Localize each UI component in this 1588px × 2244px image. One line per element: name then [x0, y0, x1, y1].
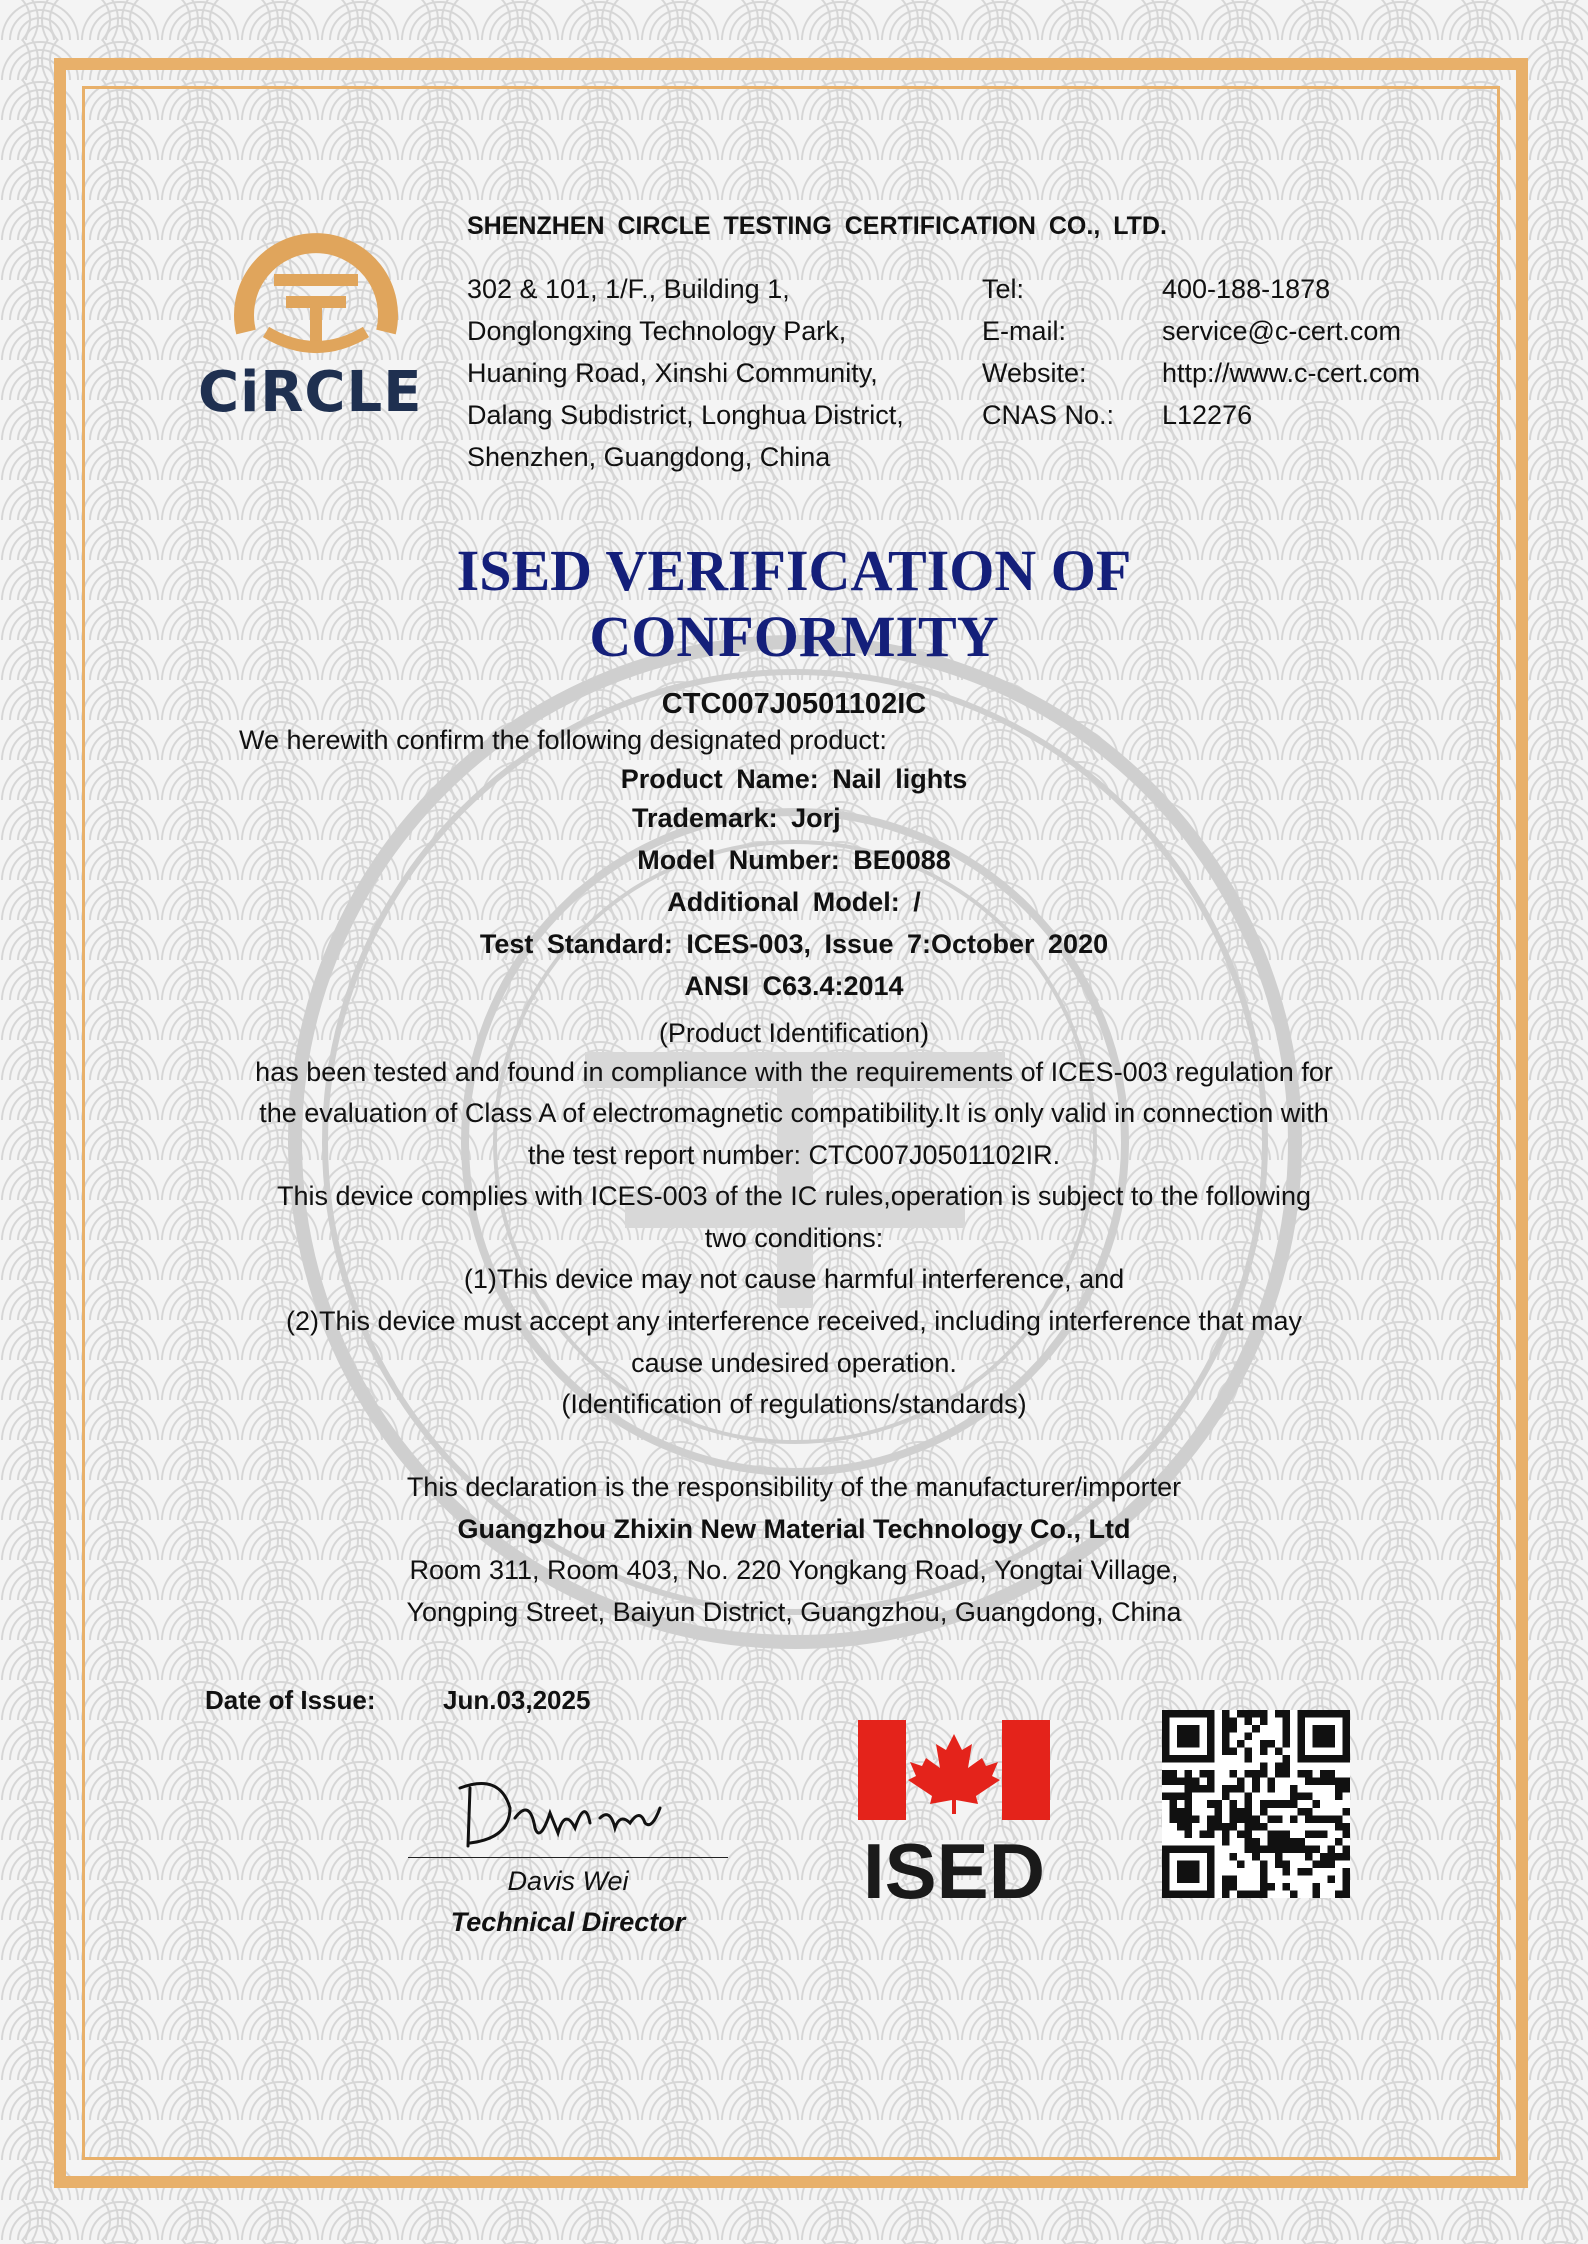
- test-standard-ansi: ANSI C63.4:2014: [684, 971, 904, 1001]
- product-additional-model: Additional Model: /: [667, 887, 921, 917]
- compliance-line: (2)This device must accept any interference received, including interference that may: [286, 1306, 1302, 1336]
- issuer-address: [467, 268, 904, 478]
- compliance-line: the test report number: CTC007J0501102IR.: [527, 1140, 1061, 1170]
- contact-email: E-mail: service@c-cert.com: [982, 316, 1401, 346]
- manufacturer-name: Guangzhou Zhixin New Material Technology Co., Ltd: [457, 1514, 1131, 1544]
- declaration-statement: This declaration is the responsibility of the manufacturer/importer: [406, 1472, 1182, 1502]
- signatory-name: Davis Wei: [507, 1866, 629, 1896]
- certificate-title: [0, 538, 1588, 670]
- address-line: Donglongxing Technology Park,: [467, 316, 847, 346]
- title-line-1: ISED VERIFICATION OF: [456, 538, 1132, 603]
- contact-website: Website: http://www.c-cert.com: [982, 358, 1421, 388]
- compliance-line: the evaluation of Class A of electromagnetic compatibility.It is only valid in connection with: [259, 1098, 1329, 1128]
- title-line-2: CONFORMITY: [589, 604, 999, 669]
- product-name: Product Name: Nail lights: [620, 764, 968, 794]
- issuer-contacts: [982, 268, 1420, 436]
- product-identification: (Product Identification): [658, 1018, 930, 1048]
- qr-code-icon: [1162, 1710, 1350, 1898]
- issue-date-label: Date of Issue:: [205, 1685, 376, 1715]
- signature-line: [408, 1857, 728, 1858]
- compliance-line: two conditions:: [704, 1223, 884, 1253]
- compliance-line: (Identification of regulations/standards): [561, 1389, 1027, 1419]
- signatory-title: Technical Director: [450, 1907, 686, 1937]
- canada-flag-icon: [858, 1720, 1050, 1820]
- contact-cnas: CNAS No.: L12276: [982, 400, 1253, 430]
- issue-date-value: Jun.03,2025: [443, 1685, 591, 1715]
- product-model: Model Number: BE0088: [637, 845, 951, 875]
- address-line: Shenzhen, Guangdong, China: [467, 442, 831, 472]
- address-line: 302 & 101, 1/F., Building 1,: [467, 274, 790, 304]
- compliance-line: This device complies with ICES-003 of the IC rules,operation is subject to the following: [276, 1181, 1311, 1211]
- issuer-company-name: SHENZHEN CIRCLE TESTING CERTIFICATION CO., LTD.: [467, 212, 1167, 240]
- intro-text: We herewith confirm the following designated product:: [239, 725, 887, 755]
- product-trademark: Trademark: Jorj: [632, 803, 841, 833]
- ised-logo-text: ISED: [862, 1827, 1046, 1915]
- contact-tel: Tel: 400-188-1878: [982, 274, 1331, 304]
- circle-logo-wordmark: CiRCLE: [198, 360, 423, 425]
- certificate-number: CTC007J0501102IC: [661, 688, 927, 720]
- manufacturer-address-line: Yongping Street, Baiyun District, Guangzhou, Guangdong, China: [406, 1597, 1182, 1627]
- signature-icon: [440, 1768, 670, 1858]
- compliance-line: (1)This device may not cause harmful interference, and: [463, 1264, 1125, 1294]
- compliance-line: has been tested and found in compliance with the requirements of ICES-003 regulation for: [255, 1057, 1333, 1087]
- compliance-line: cause undesired operation.: [631, 1348, 957, 1378]
- test-standard: Test Standard: ICES-003, Issue 7:October 2020: [479, 929, 1109, 959]
- address-line: Huaning Road, Xinshi Community,: [467, 358, 878, 388]
- address-line: Dalang Subdistrict, Longhua District,: [467, 400, 904, 430]
- manufacturer-address-line: Room 311, Room 403, No. 220 Yongkang Road, Yongtai Village,: [409, 1555, 1179, 1585]
